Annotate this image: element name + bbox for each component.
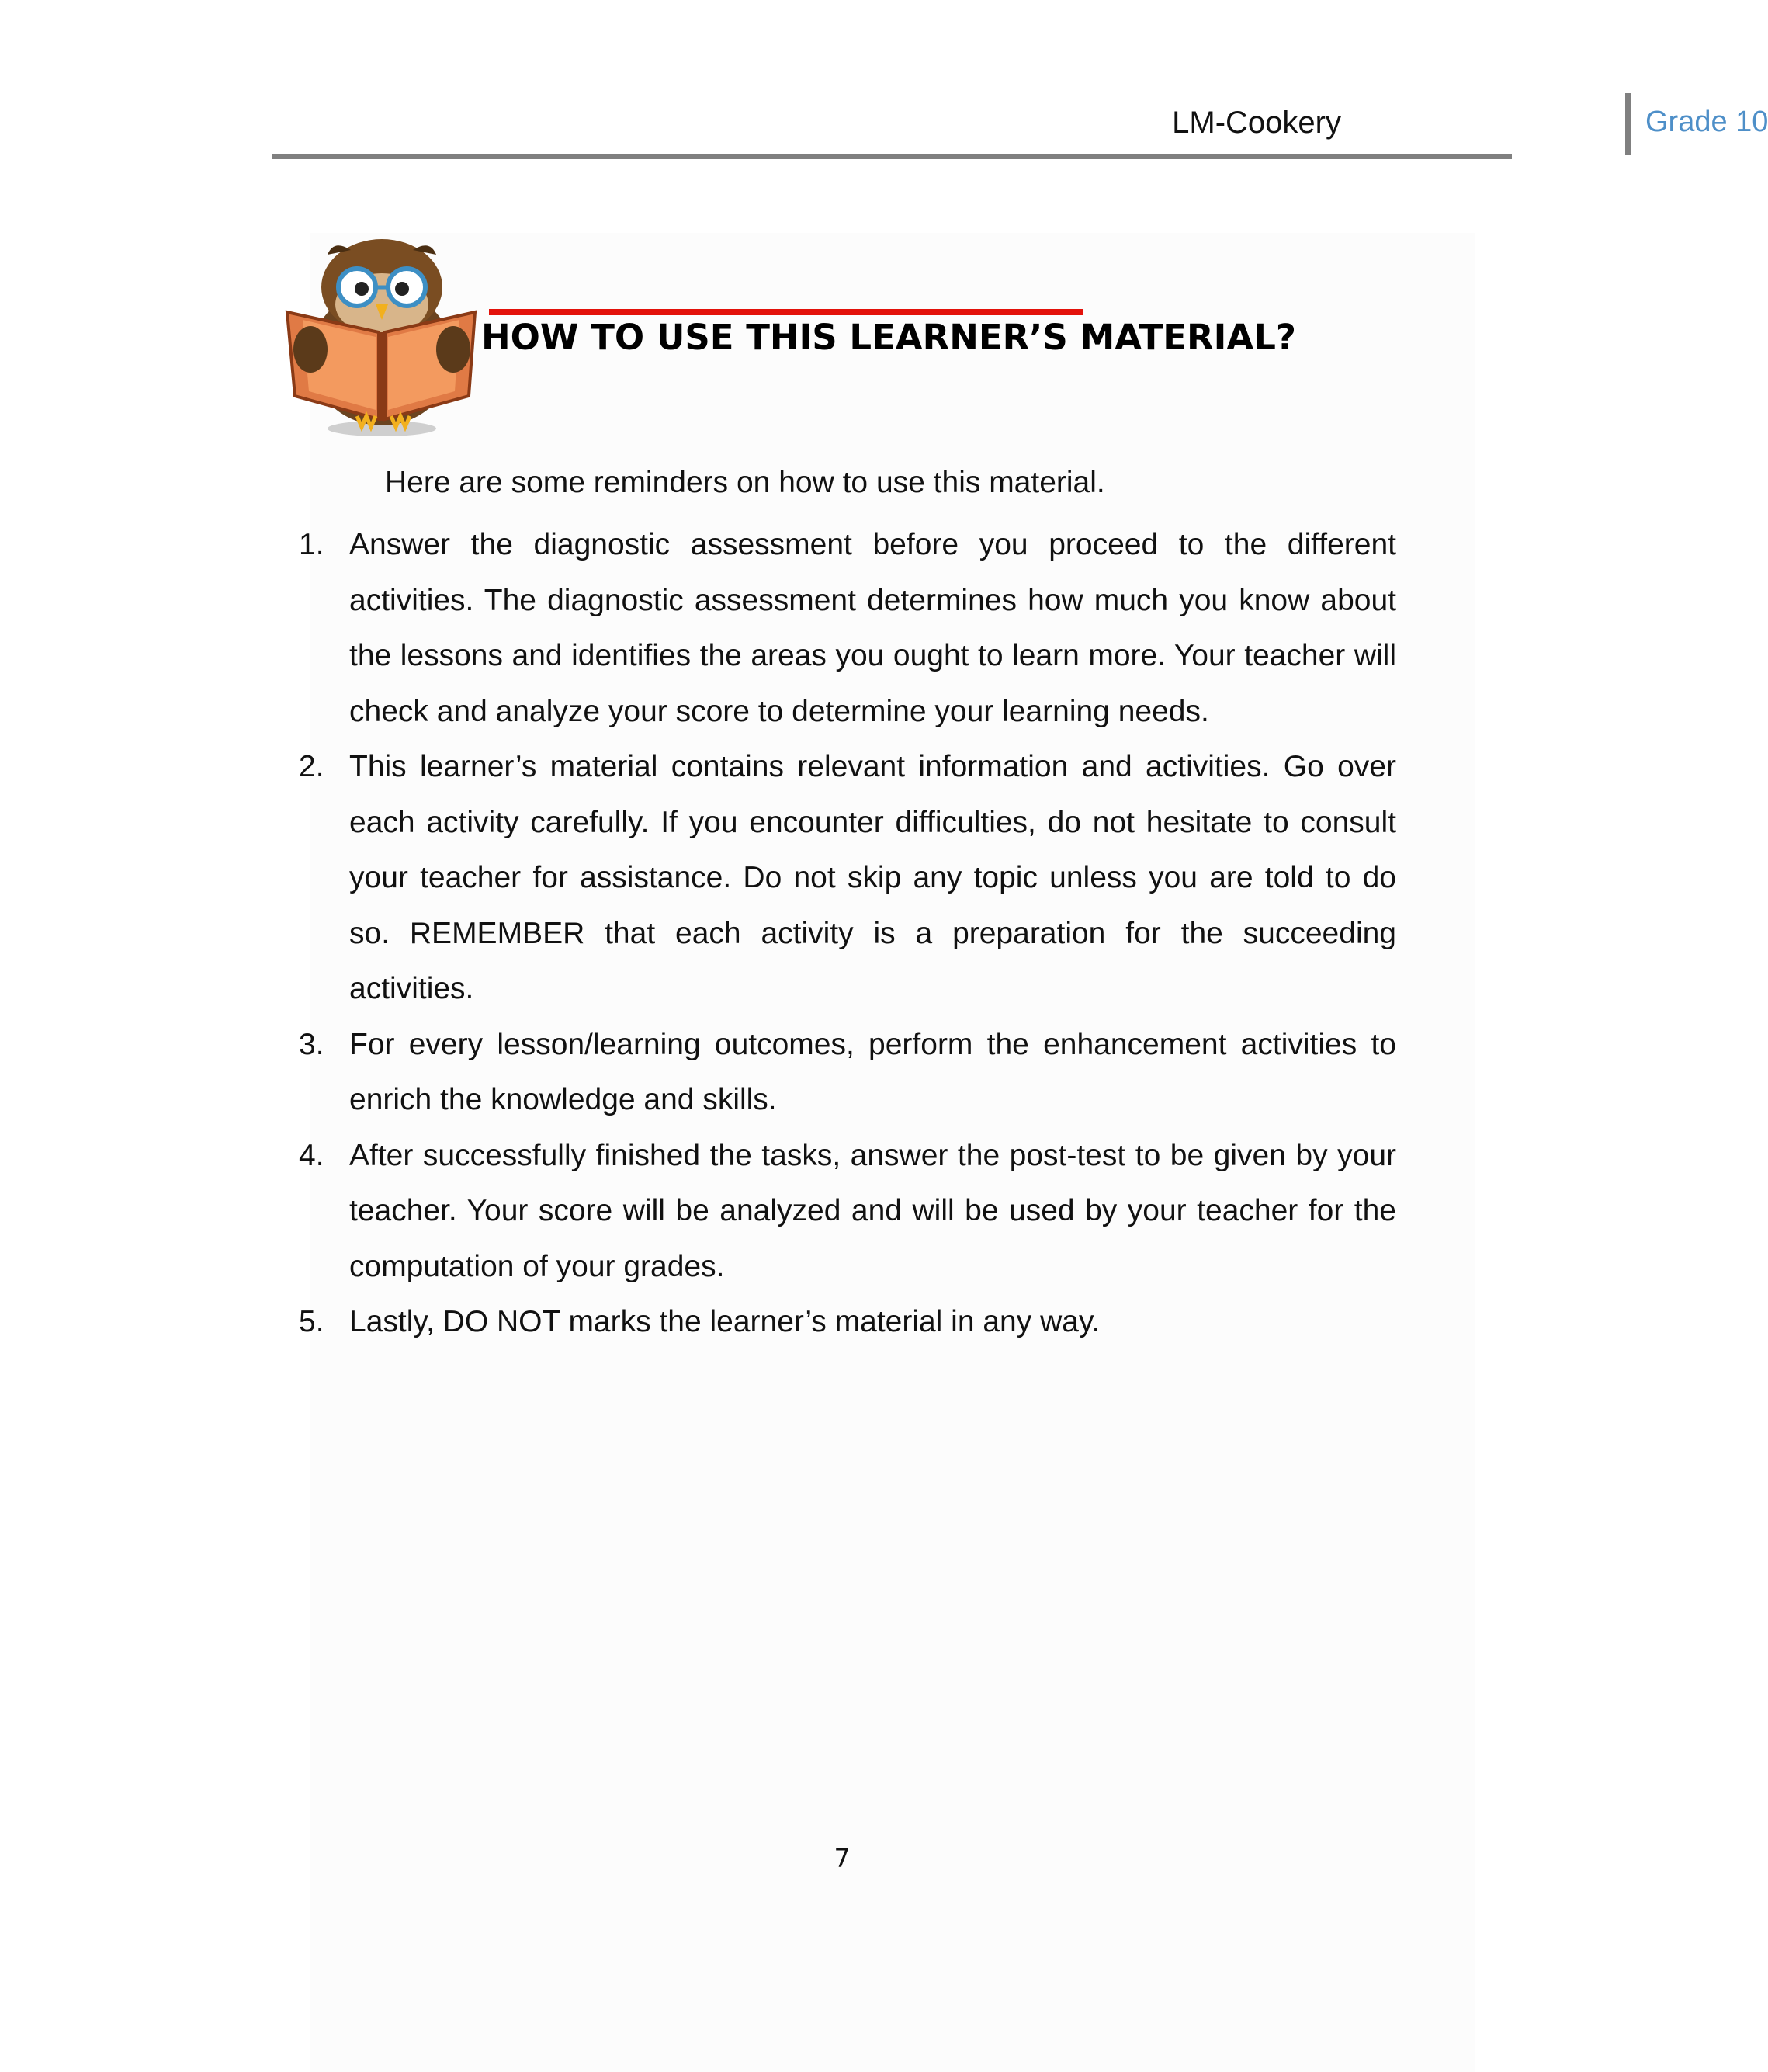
list-text: Answer the diagnostic assessment before you proceed to the different activities. The diagnostic assessment determines how much you know about the lessons and identifies the areas you ought to learn more. Your teacher will check and analyze your score to determine your learning needs. [349,528,1396,728]
list-number: 5. [299,1305,324,1338]
header-divider [1625,93,1631,155]
list-item [299,1128,1396,1295]
list-text: This learner’s material contains relevant information and activities. Go over each activity carefully. If you encounter difficulties, do not hesitate to consult your teacher for assistance. Do not skip any topic unless you are told to do so. REMEMBER that each activity is a preparation for the succeeding activities. [349,750,1396,1005]
list-text: Lastly, DO NOT marks the learner’s material in any way. [349,1305,1101,1338]
list-text: For every lesson/learning outcomes, perform the enhancement activities to enrich the knowledge and skills. [349,1027,1396,1116]
owl-reading-book-icon [279,233,481,439]
list-number: 3. [299,1027,324,1061]
title-underline [489,309,1083,315]
list-number: 2. [299,750,324,783]
page-number: 7 [834,1843,851,1873]
reminders-list [299,517,1396,1350]
header-rule [272,154,1512,159]
page-header [272,93,1768,161]
list-item [299,517,1396,739]
list-number: 1. [299,528,324,561]
list-item [299,739,1396,1017]
list-item [299,1294,1396,1350]
header-grade: Grade 10 [1645,106,1768,138]
page-title: HOW TO USE THIS LEARNER’S MATERIAL? [481,317,1297,358]
intro-text: Here are some reminders on how to use this material. [385,466,1105,499]
list-number: 4. [299,1138,324,1172]
list-text: After successfully finished the tasks, answer the post-test to be given by your teacher. Your score will be analyzed and will be used by your teacher for the computation of your grades. [349,1138,1396,1283]
list-item [299,1017,1396,1128]
header-subject: LM-Cookery [1172,106,1341,140]
